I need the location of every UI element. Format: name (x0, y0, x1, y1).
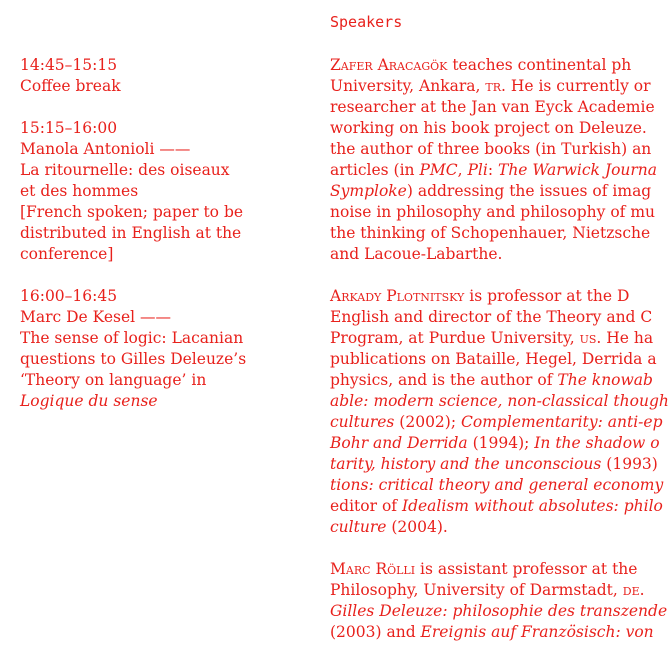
bio-text: the thinking of Schopenhauer, Nietzsche (330, 224, 651, 242)
bio-text: (2002); (394, 413, 461, 431)
bio-text: Complementarity: anti-ep (461, 413, 663, 431)
speaker-bio (330, 559, 668, 643)
speaker-bio (330, 286, 669, 538)
bio-text: (2004). (386, 518, 448, 536)
bio-text: (2003) and (330, 623, 421, 641)
session-title: The sense of logic: Lacanian (20, 329, 244, 347)
bio-text: University, Ankara, (330, 77, 486, 95)
session-time: 16:00–16:45 (20, 287, 118, 305)
schedule-column (20, 55, 260, 433)
bio-line (330, 307, 653, 328)
speaker-bios (330, 55, 669, 643)
bio-text: Pli (467, 161, 488, 179)
session-title: Coffee break (20, 77, 121, 95)
bio-line (330, 433, 660, 454)
bio-line (330, 160, 658, 181)
bio-line (330, 181, 652, 202)
session-speaker: Manola Antonioli —— (20, 140, 191, 158)
session-note: conference] (20, 245, 114, 263)
bio-text: , (457, 161, 468, 179)
speakers-heading: Speakers (330, 13, 403, 31)
bio-line (330, 454, 658, 475)
bio-text: The knowab (557, 371, 653, 389)
speaker-name: Arkady Plotnitsky (330, 287, 465, 305)
bio-line (330, 55, 640, 76)
bio-text: editor of (330, 497, 402, 515)
speakers-column (330, 12, 669, 664)
session-title-italic: Logique du sense (20, 392, 158, 410)
schedule-session (20, 286, 260, 412)
session-time: 15:15–16:00 (20, 119, 118, 137)
session-note: [French spoken; paper to be (20, 203, 244, 221)
bio-text: the author of three books (in Turkish) an (330, 140, 652, 158)
bio-line (330, 286, 640, 307)
session-title: ‘Theory on language’ in (20, 371, 207, 389)
bio-text: In the shadow o (534, 434, 660, 452)
speaker-name: Marc Rölli (330, 560, 416, 578)
session-speaker: Marc De Kesel —— (20, 308, 172, 326)
bio-line (330, 328, 654, 349)
bio-line (330, 601, 668, 622)
bio-text: Bohr and Derrida (330, 434, 468, 452)
bio-text: (1993) (601, 455, 658, 473)
bio-line (330, 118, 647, 139)
bio-text: Symploke (330, 182, 407, 200)
bio-line (330, 496, 663, 517)
bio-text: publications on Bataille, Hegel, Derrida a (330, 350, 657, 368)
bio-text: articles (in (330, 161, 420, 179)
session-note: distributed in English at the (20, 224, 242, 242)
bio-line (330, 580, 645, 601)
bio-text: cultures (330, 413, 395, 431)
bio-text: tarity, history and the unconscious (330, 455, 602, 473)
bio-line (330, 244, 640, 265)
speaker-name: Zafer Aracagök (330, 56, 448, 74)
session-title: La ritournelle: des oiseaux (20, 161, 230, 179)
bio-text: PMC (419, 161, 458, 179)
bio-line (330, 139, 652, 160)
session-title: questions to Gilles Deleuze’s (20, 350, 247, 368)
bio-text: Idealism without absolutes: philo (401, 497, 663, 515)
bio-line (330, 223, 651, 244)
bio-text: ) addressing the issues of imag (406, 182, 652, 200)
bio-text: Program, at Purdue University, (330, 329, 580, 347)
bio-text: . He is currently or (500, 77, 651, 95)
bio-text: : (487, 161, 498, 179)
bio-text: us (579, 329, 597, 347)
bio-text: researcher at the Jan van Eyck Academie (330, 98, 655, 116)
bio-line (330, 349, 657, 370)
bio-line (330, 412, 663, 433)
bio-text: The Warwick Journa (497, 161, 658, 179)
bio-line (330, 475, 664, 496)
session-title: et des hommes (20, 182, 139, 200)
bio-text: culture (330, 518, 387, 536)
bio-text: Philosophy, University of Darmstadt, (330, 581, 623, 599)
bio-line (330, 97, 655, 118)
bio-line (330, 391, 669, 412)
session-time: 14:45–15:15 (20, 56, 118, 74)
bio-text: English and director of the Theory and C (330, 308, 653, 326)
bio-text: noise in philosophy and philosophy of mu (330, 203, 655, 221)
bio-text: teaches continental ph (447, 56, 632, 74)
bio-text: tions: critical theory and general economy (330, 476, 664, 494)
bio-line (330, 370, 653, 391)
bio-text: (1994); (467, 434, 535, 452)
bio-text: and Lacoue-Labarthe. (330, 245, 503, 263)
bio-text: . He ha (596, 329, 654, 347)
bio-text: working on his book project on Deleuze. (330, 119, 647, 137)
bio-text: . (639, 581, 645, 599)
bio-text: able: modern science, non-classical though (330, 392, 669, 410)
bio-text: Gilles Deleuze: philosophie des transzende (330, 602, 668, 620)
bio-text: is assistant professor at the (415, 560, 638, 578)
bio-line (330, 76, 651, 97)
bio-line (330, 559, 640, 580)
bio-line (330, 517, 640, 538)
bio-text: is professor at the D (464, 287, 630, 305)
bio-line (330, 622, 654, 643)
bio-text: tr (485, 77, 501, 95)
bio-text: de (622, 581, 640, 599)
bio-text: physics, and is the author of (330, 371, 558, 389)
schedule-session (20, 55, 260, 97)
bio-text: Ereignis auf Französisch: von (420, 623, 654, 641)
schedule-session (20, 118, 260, 265)
speaker-bio (330, 55, 658, 265)
bio-line (330, 202, 655, 223)
